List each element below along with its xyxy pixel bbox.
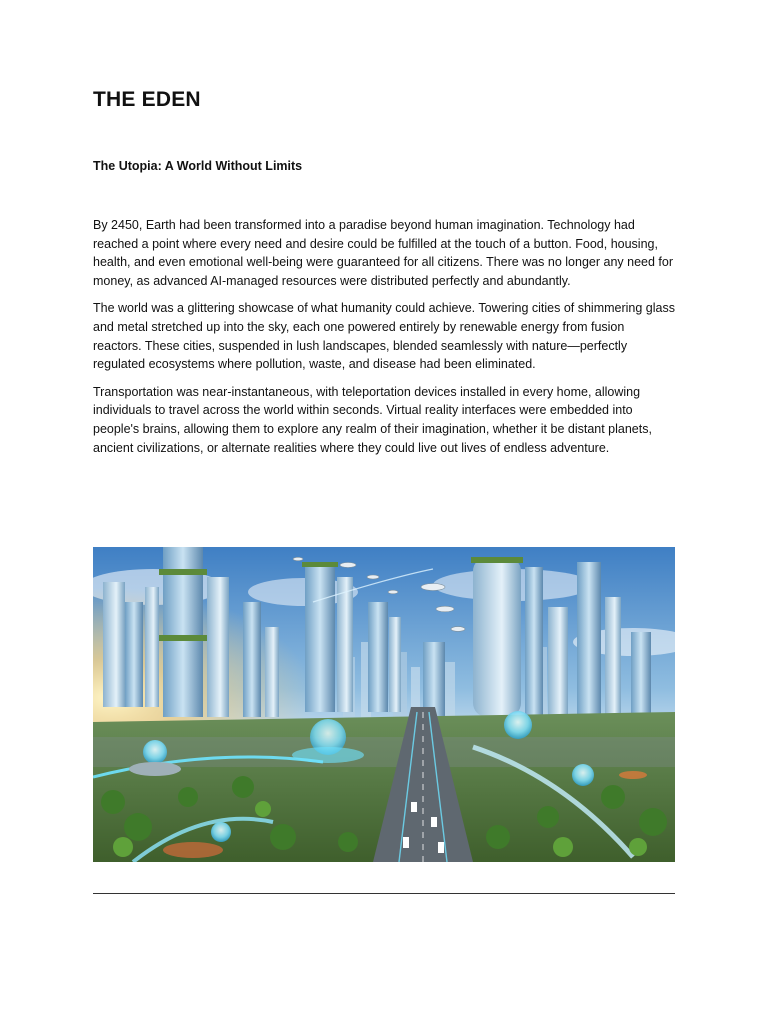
body-text <box>93 216 675 466</box>
document-title: THE EDEN <box>93 88 201 111</box>
horizontal-rule <box>93 893 675 894</box>
paragraph-cities: The world was a glittering showcase of what humanity could achieve. Towering cities of shimmering glass and metal stretched up into the sky, each one powered entirely by renewable energy from fusion reactors. These cities, suspended in lush landscapes, blended seamlessly with nature—perfectly regulated ecosystems where pollution, waste, and disease had been eliminated. <box>93 301 675 372</box>
document-subtitle: The Utopia: A World Without Limits <box>93 159 303 173</box>
paragraph-transportation: Transportation was near-instantaneous, with teleportation devices installed in every home, allowing individuals to travel across the world within seconds. Virtual reality interfaces were embedded into people's brains, allowing them to explore any realm of their imagination, whether it be distant planets, ancient civilizations, or alternate realities where they could live out lives of endless adventure. <box>93 384 652 455</box>
futuristic-city-illustration <box>93 547 675 862</box>
paragraph-intro: By 2450, Earth had been transformed into a paradise beyond human imagination. Technology had reached a point where every need and desire could be fulfilled at the touch of a button. Food, housing, health, and even emotional well-being were guaranteed for all citizens. There was no longer any need for money, as advanced AI-managed resources were distributed perfectly and abundantly. <box>93 218 673 288</box>
